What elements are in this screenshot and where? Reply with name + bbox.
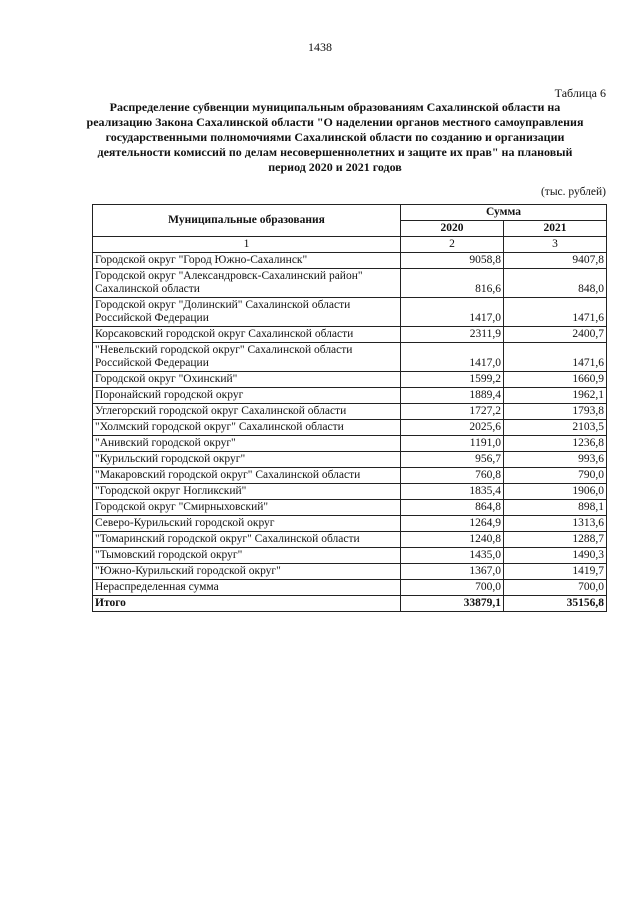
value-2021: 1490,3	[504, 548, 607, 564]
value-2021: 1660,9	[504, 372, 607, 388]
value-2021: 848,0	[504, 269, 607, 298]
value-2021: 1906,0	[504, 484, 607, 500]
units-label: (тыс. рублей)	[540, 186, 606, 198]
value-2021: 2103,5	[504, 420, 607, 436]
municipality-name: "Анивский городской округ"	[93, 436, 401, 452]
value-2020: 9058,8	[401, 253, 504, 269]
value-2021: 1471,6	[504, 343, 607, 372]
table-row	[93, 564, 607, 580]
total-2021: 35156,8	[504, 596, 607, 612]
value-2020: 700,0	[401, 580, 504, 596]
value-2020: 1835,4	[401, 484, 504, 500]
table-row	[93, 452, 607, 468]
value-2021: 898,1	[504, 500, 607, 516]
municipality-name: "Курильский городской округ"	[93, 452, 401, 468]
municipality-name: Городской округ "Город Южно-Сахалинск"	[93, 253, 401, 269]
value-2021: 1288,7	[504, 532, 607, 548]
table-row	[93, 372, 607, 388]
value-2021: 1419,7	[504, 564, 607, 580]
table-row	[93, 436, 607, 452]
value-2020: 1435,0	[401, 548, 504, 564]
value-2021: 1962,1	[504, 388, 607, 404]
value-2021: 1236,8	[504, 436, 607, 452]
value-2021: 1793,8	[504, 404, 607, 420]
header-year-2021: 2021	[504, 221, 607, 237]
municipality-name: Нераспределенная сумма	[93, 580, 401, 596]
table-row	[93, 468, 607, 484]
column-number-2: 2	[401, 237, 504, 253]
table-row	[93, 580, 607, 596]
total-label: Итого	[93, 596, 401, 612]
header-sum: Сумма	[401, 205, 607, 221]
table-row	[93, 500, 607, 516]
value-2020: 1599,2	[401, 372, 504, 388]
municipality-name: "Томаринский городской округ" Сахалинской области	[93, 532, 401, 548]
value-2020: 1417,0	[401, 298, 504, 327]
municipality-name: "Южно-Курильский городской округ"	[93, 564, 401, 580]
table-row	[93, 548, 607, 564]
value-2021: 700,0	[504, 580, 607, 596]
value-2020: 760,8	[401, 468, 504, 484]
header-year-2020: 2020	[401, 221, 504, 237]
table-row	[93, 298, 607, 327]
value-2021: 9407,8	[504, 253, 607, 269]
table-row	[93, 343, 607, 372]
table-body	[93, 253, 607, 596]
table-row	[93, 420, 607, 436]
municipality-name: Северо-Курильский городской округ	[93, 516, 401, 532]
value-2021: 790,0	[504, 468, 607, 484]
table-row	[93, 404, 607, 420]
table-row	[93, 388, 607, 404]
table-row	[93, 269, 607, 298]
value-2020: 1191,0	[401, 436, 504, 452]
subsidy-table	[92, 204, 607, 612]
value-2020: 1264,9	[401, 516, 504, 532]
municipality-name: "Тымовский городской округ"	[93, 548, 401, 564]
header-municipalities: Муниципальные образования	[93, 205, 401, 237]
municipality-name: "Макаровский городской округ" Сахалинской области	[93, 468, 401, 484]
municipality-name: Городской округ "Долинский" Сахалинской области Российской Федерации	[93, 298, 401, 327]
document-title: Распределение субвенции муниципальным образованиям Сахалинской области на реализацию Закона Сахалинской области "О наделении органов местного самоуправления государственными полномочиями Сахалинской области по созданию и организации деятельности комиссий по делам несовершеннолетних и защите их прав" на плановый период 2020 и 2021 годов	[86, 100, 584, 174]
municipality-name: Городской округ "Охинский"	[93, 372, 401, 388]
table-label: Таблица 6	[554, 86, 606, 100]
municipality-name: "Невельский городской округ" Сахалинской области Российской Федерации	[93, 343, 401, 372]
municipality-name: Городской округ "Александровск-Сахалинский район" Сахалинской области	[93, 269, 401, 298]
column-number-3: 3	[504, 237, 607, 253]
municipality-name: Городской округ "Смирныховский"	[93, 500, 401, 516]
value-2021: 1313,6	[504, 516, 607, 532]
table-row	[93, 327, 607, 343]
municipality-name: "Городской округ Ногликский"	[93, 484, 401, 500]
municipality-name: Корсаковский городской округ Сахалинской области	[93, 327, 401, 343]
total-2020: 33879,1	[401, 596, 504, 612]
column-number-1: 1	[93, 237, 401, 253]
value-2020: 1727,2	[401, 404, 504, 420]
value-2020: 2025,6	[401, 420, 504, 436]
value-2020: 1417,0	[401, 343, 504, 372]
value-2020: 864,8	[401, 500, 504, 516]
municipality-name: Углегорский городской округ Сахалинской области	[93, 404, 401, 420]
table-row	[93, 484, 607, 500]
value-2021: 2400,7	[504, 327, 607, 343]
value-2020: 1240,8	[401, 532, 504, 548]
value-2020: 816,6	[401, 269, 504, 298]
value-2020: 1367,0	[401, 564, 504, 580]
table-row	[93, 516, 607, 532]
total-row	[93, 596, 607, 612]
value-2020: 956,7	[401, 452, 504, 468]
municipality-name: "Холмский городской округ" Сахалинской области	[93, 420, 401, 436]
value-2021: 1471,6	[504, 298, 607, 327]
municipality-name: Поронайский городской округ	[93, 388, 401, 404]
page-number: 1438	[308, 40, 332, 54]
table-row	[93, 532, 607, 548]
value-2020: 1889,4	[401, 388, 504, 404]
value-2020: 2311,9	[401, 327, 504, 343]
table-row	[93, 253, 607, 269]
value-2021: 993,6	[504, 452, 607, 468]
